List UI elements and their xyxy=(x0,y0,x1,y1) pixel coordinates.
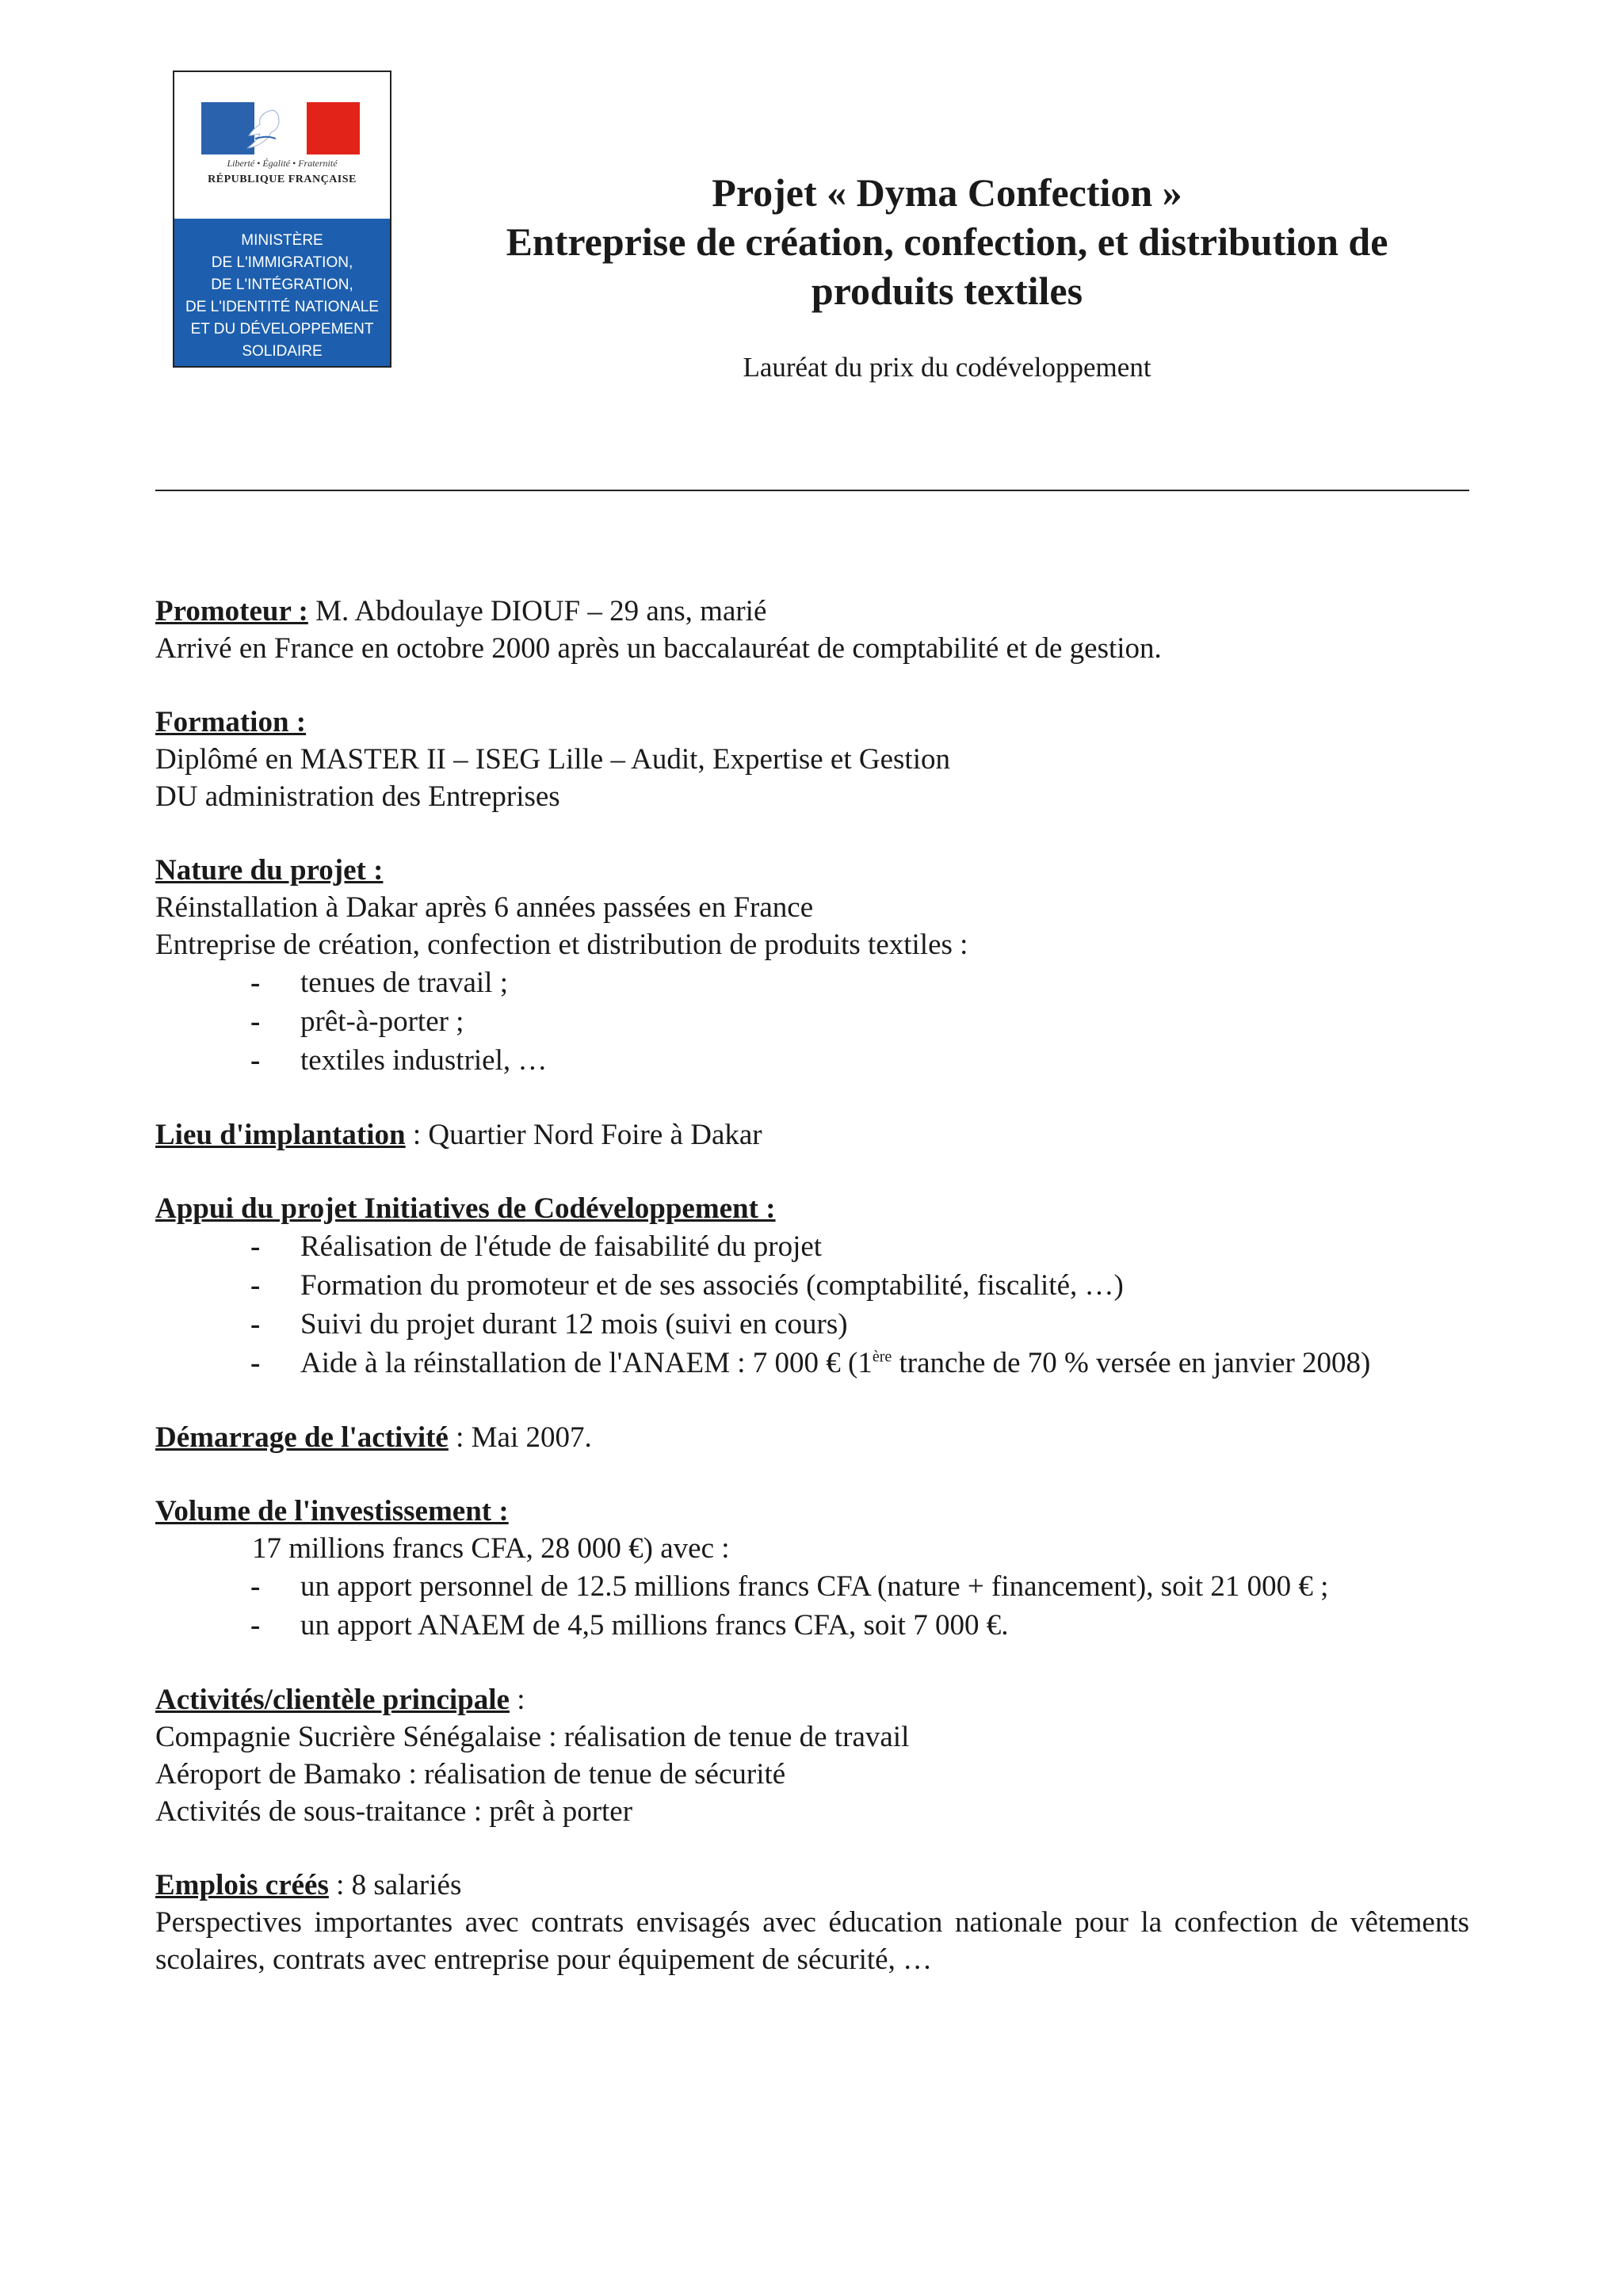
marianne-profile-icon xyxy=(241,107,287,151)
ministry-line: MINISTÈRE xyxy=(241,232,323,249)
section-heading: Nature du projet : xyxy=(155,854,384,887)
title-line: Entreprise de création, confection, et distribution de xyxy=(506,219,1388,264)
section-heading: Emplois créés xyxy=(155,1869,329,1901)
paragraph: Réinstallation à Dakar après 6 années passées en France xyxy=(155,891,814,924)
section-emplois xyxy=(155,1867,1469,1978)
ministry-line: DE L'INTÉGRATION, xyxy=(211,277,353,293)
subtitle: Lauréat du prix du codéveloppement xyxy=(743,352,1151,383)
bullet-list xyxy=(155,963,1469,1080)
list-item-text: tranche de 70 % versée en janvier 2008) xyxy=(892,1347,1371,1379)
section-value: M. Abdoulaye DIOUF – 29 ans, marié xyxy=(307,595,767,627)
section-value: : xyxy=(509,1684,525,1716)
paragraph: Entreprise de création, confection et distribution de produits textiles : xyxy=(155,929,968,961)
divider xyxy=(155,490,1469,491)
section-formation xyxy=(155,704,1469,815)
list-item: - Formation du promoteur et de ses associés (comptabilité, fiscalité, …) xyxy=(155,1266,1469,1305)
list-item xyxy=(155,1344,1469,1383)
section-heading: Formation : xyxy=(155,706,307,738)
ministry-logo xyxy=(173,71,391,368)
list-item: - un apport ANAEM de 4,5 millions francs CFA, soit 7 000 €. xyxy=(155,1606,1469,1645)
section-heading: Démarrage de l'activité xyxy=(155,1421,449,1454)
section-heading: Promoteur : xyxy=(155,595,308,627)
paragraph: Arrivé en France en octobre 2000 après un baccalauréat de comptabilité et de gestion. xyxy=(155,632,1162,665)
section-heading: Lieu d'implantation xyxy=(155,1119,406,1151)
section-volume xyxy=(155,1493,1469,1645)
section-heading: Volume de l'investissement : xyxy=(155,1495,509,1527)
logo-republic: RÉPUBLIQUE FRANÇAISE xyxy=(208,174,357,185)
title-block xyxy=(444,168,1450,383)
section-value: : 8 salariés xyxy=(328,1869,462,1901)
section-promoteur xyxy=(155,593,1469,667)
paragraph: Activités de sous-traitance : prêt à porter xyxy=(155,1795,633,1828)
list-item-text: Aide à la réinstallation de l'ANAEM : 7 000 € (1 xyxy=(300,1347,873,1379)
section-lieu xyxy=(155,1116,1469,1154)
list-item: - un apport personnel de 12.5 millions francs CFA (nature + financement), soit 21 000 € ; xyxy=(155,1567,1469,1606)
paragraph: Diplômé en MASTER II – ISEG Lille – Audit, Expertise et Gestion xyxy=(155,743,950,776)
paragraph: 17 millions francs CFA, 28 000 €) avec : xyxy=(252,1532,730,1565)
document-body xyxy=(155,593,1469,2015)
section-activites xyxy=(155,1681,1469,1830)
list-item: - Réalisation de l'étude de faisabilité du projet xyxy=(155,1227,1469,1266)
section-heading: Activités/clientèle principale xyxy=(155,1684,510,1716)
list-item: - textiles industriel, … xyxy=(155,1041,1469,1080)
ministry-line: DE L'IDENTITÉ NATIONALE xyxy=(185,299,379,315)
marianne-flag-icon xyxy=(201,102,360,154)
paragraph: Perspectives importantes avec contrats envisagés avec éducation nationale pour la confection de vêtements scolaires, contrats avec entreprise pour équipement de sécurité, … xyxy=(155,1906,1469,1976)
title-line: Projet « Dyma Confection » xyxy=(712,170,1182,215)
section-demarrage xyxy=(155,1419,1469,1456)
ministry-line: DE L'IMMIGRATION, xyxy=(211,254,353,271)
ministry-line: ET DU DÉVELOPPEMENT xyxy=(190,321,374,338)
section-heading: Appui du projet Initiatives de Codéveloppement : xyxy=(155,1192,776,1225)
section-appui xyxy=(155,1190,1469,1383)
page-title xyxy=(444,168,1450,315)
paragraph: Aéroport de Bamako : réalisation de tenue de sécurité xyxy=(155,1758,786,1791)
superscript: ère xyxy=(872,1348,892,1366)
section-value: : Mai 2007. xyxy=(448,1421,592,1454)
section-value: : Quartier Nord Foire à Dakar xyxy=(405,1119,762,1151)
list-item: - tenues de travail ; xyxy=(155,963,1469,1002)
paragraph: Compagnie Sucrière Sénégalaise : réalisation de tenue de travail xyxy=(155,1721,910,1753)
ministry-line: SOLIDAIRE xyxy=(242,343,323,360)
bullet-list xyxy=(155,1567,1469,1645)
logo-motto: Liberté • Égalité • Fraternité xyxy=(227,158,338,169)
bullet-list xyxy=(155,1227,1469,1383)
title-line: produits textiles xyxy=(811,269,1083,313)
section-nature xyxy=(155,852,1469,1080)
list-item: - prêt-à-porter ; xyxy=(155,1002,1469,1041)
logo-ministry-name xyxy=(174,219,390,366)
list-item: - Suivi du projet durant 12 mois (suivi en cours) xyxy=(155,1305,1469,1344)
paragraph: DU administration des Entreprises xyxy=(155,780,560,813)
